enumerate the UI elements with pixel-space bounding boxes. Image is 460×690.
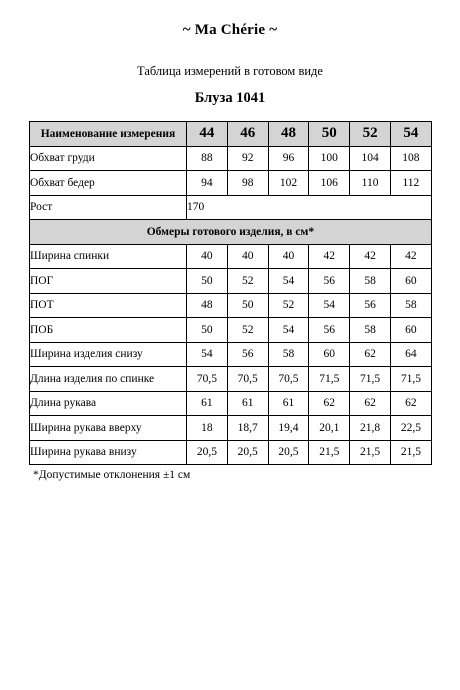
row-label: Обхват груди <box>30 146 187 171</box>
table-row <box>30 269 432 294</box>
header-size-48: 48 <box>268 122 309 147</box>
cell-value: 54 <box>187 342 228 367</box>
cell-value: 56 <box>350 293 391 318</box>
cell-value: 21,8 <box>350 416 391 441</box>
header-measurement-name: Наименование измерения <box>30 122 187 147</box>
cell-value: 70,5 <box>227 367 268 392</box>
row-label: Ширина рукава вверху <box>30 416 187 441</box>
cell-value: 62 <box>350 342 391 367</box>
cell-value: 20,5 <box>268 440 309 465</box>
cell-value: 71,5 <box>309 367 350 392</box>
row-label: Ширина рукава внизу <box>30 440 187 465</box>
cell-value: 54 <box>309 293 350 318</box>
cell-value: 110 <box>350 171 391 196</box>
row-label: ПОБ <box>30 318 187 343</box>
row-label: ПОТ <box>30 293 187 318</box>
table-row <box>30 146 432 171</box>
product-name: Блуза 1041 <box>194 90 266 106</box>
cell-value: 20,5 <box>227 440 268 465</box>
cell-value: 100 <box>309 146 350 171</box>
cell-value: 96 <box>268 146 309 171</box>
cell-value: 71,5 <box>350 367 391 392</box>
header-row <box>30 122 432 147</box>
cell-value: 92 <box>227 146 268 171</box>
cell-value: 52 <box>227 318 268 343</box>
table-row <box>30 440 432 465</box>
table-row <box>30 367 432 392</box>
row-label: Ширина спинки <box>30 244 187 269</box>
row-label: Ширина изделия снизу <box>30 342 187 367</box>
section-title: Обмеры готового изделия, в см* <box>30 220 432 245</box>
cell-value: 42 <box>309 244 350 269</box>
cell-value: 42 <box>350 244 391 269</box>
cell-value: 20,1 <box>309 416 350 441</box>
cell-value: 21,5 <box>309 440 350 465</box>
table-row <box>30 391 432 416</box>
cell-value: 88 <box>187 146 228 171</box>
cell-value: 54 <box>268 318 309 343</box>
cell-value: 56 <box>227 342 268 367</box>
table-row <box>30 293 432 318</box>
cell-value: 21,5 <box>350 440 391 465</box>
table-row <box>30 171 432 196</box>
cell-value: 58 <box>350 318 391 343</box>
cell-value: 112 <box>390 171 431 196</box>
row-label: ПОГ <box>30 269 187 294</box>
cell-value: 60 <box>390 318 431 343</box>
cell-value: 94 <box>187 171 228 196</box>
cell-value: 58 <box>390 293 431 318</box>
cell-value: 60 <box>390 269 431 294</box>
cell-value: 58 <box>268 342 309 367</box>
cell-value: 98 <box>227 171 268 196</box>
cell-value: 20,5 <box>187 440 228 465</box>
cell-value: 40 <box>227 244 268 269</box>
cell-value: 104 <box>350 146 391 171</box>
table-row <box>30 416 432 441</box>
brand-title: ~ Ma Chérie ~ <box>182 22 278 38</box>
cell-value: 22,5 <box>390 416 431 441</box>
cell-value: 40 <box>268 244 309 269</box>
height-value: 170 <box>187 195 432 220</box>
measurement-table <box>29 121 432 465</box>
table-row <box>30 342 432 367</box>
table-row <box>30 244 432 269</box>
header-size-44: 44 <box>187 122 228 147</box>
cell-value: 71,5 <box>390 367 431 392</box>
cell-value: 48 <box>187 293 228 318</box>
cell-value: 21,5 <box>390 440 431 465</box>
header-size-46: 46 <box>227 122 268 147</box>
cell-value: 50 <box>227 293 268 318</box>
row-label: Длина изделия по спинке <box>30 367 187 392</box>
cell-value: 58 <box>350 269 391 294</box>
cell-value: 56 <box>309 318 350 343</box>
cell-value: 60 <box>309 342 350 367</box>
cell-value: 62 <box>309 391 350 416</box>
cell-value: 18,7 <box>227 416 268 441</box>
cell-value: 64 <box>390 342 431 367</box>
cell-value: 62 <box>390 391 431 416</box>
cell-value: 61 <box>268 391 309 416</box>
header-size-52: 52 <box>350 122 391 147</box>
cell-value: 40 <box>187 244 228 269</box>
cell-value: 61 <box>227 391 268 416</box>
cell-value: 50 <box>187 269 228 294</box>
cell-value: 19,4 <box>268 416 309 441</box>
table-subtitle: Таблица измерений в готовом виде <box>137 64 323 78</box>
cell-value: 102 <box>268 171 309 196</box>
row-label: Обхват бедер <box>30 171 187 196</box>
cell-value: 62 <box>350 391 391 416</box>
cell-value: 61 <box>187 391 228 416</box>
cell-value: 54 <box>268 269 309 294</box>
table-row <box>30 318 432 343</box>
header-size-54: 54 <box>390 122 431 147</box>
cell-value: 108 <box>390 146 431 171</box>
cell-value: 70,5 <box>187 367 228 392</box>
cell-value: 52 <box>268 293 309 318</box>
cell-value: 42 <box>390 244 431 269</box>
header-size-50: 50 <box>309 122 350 147</box>
cell-value: 18 <box>187 416 228 441</box>
cell-value: 70,5 <box>268 367 309 392</box>
table-row-height <box>30 195 432 220</box>
row-label: Длина рукава <box>30 391 187 416</box>
cell-value: 106 <box>309 171 350 196</box>
cell-value: 50 <box>187 318 228 343</box>
row-label: Рост <box>30 195 187 220</box>
cell-value: 56 <box>309 269 350 294</box>
section-header-row <box>30 220 432 245</box>
cell-value: 52 <box>227 269 268 294</box>
tolerance-footnote: *Допустимые отклонения ±1 см <box>33 469 191 481</box>
